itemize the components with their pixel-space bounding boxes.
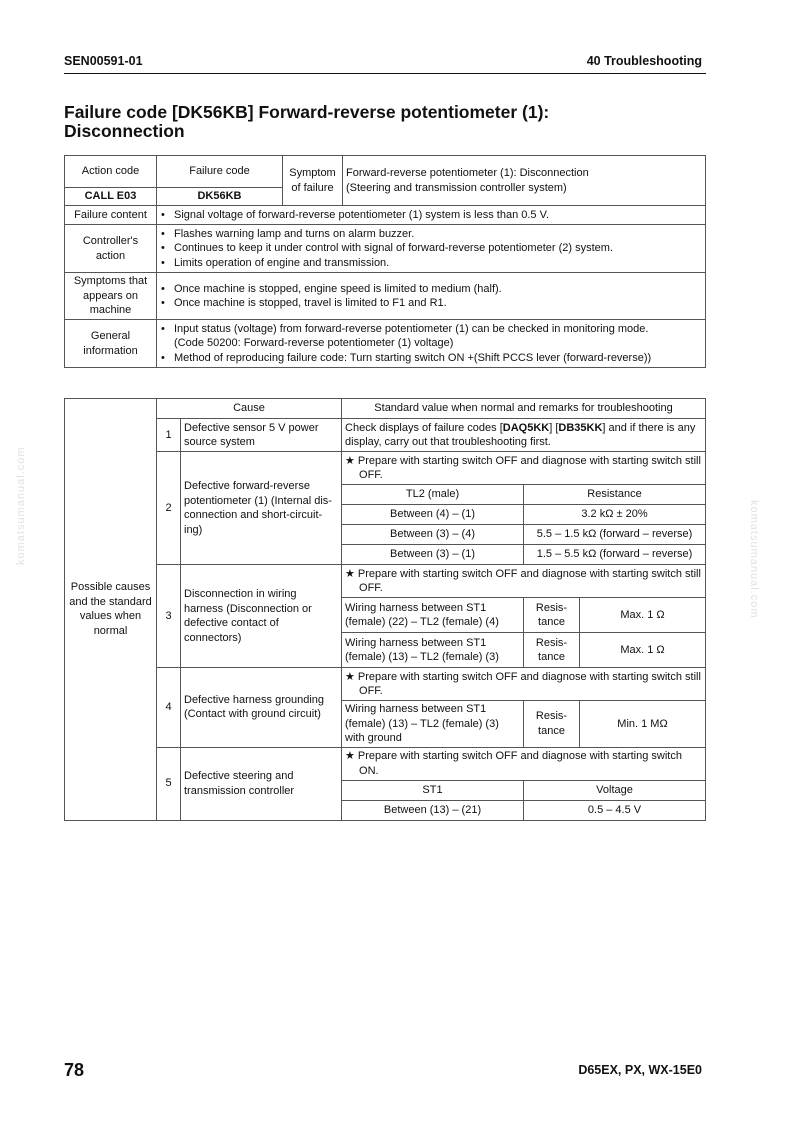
causes-table xyxy=(64,398,706,821)
action-code-value: CALL E03 xyxy=(65,188,157,206)
measure-value: 1.5 – 5.5 kΩ (forward – reverse) xyxy=(524,545,706,565)
general-info xyxy=(157,320,706,368)
cause-number: 4 xyxy=(157,668,181,748)
cause-description: Defective forward-reverse potentiometer (1) (Internal dis-connection and short-circuit-ing) xyxy=(181,452,342,565)
failure-info-table xyxy=(64,155,706,368)
standard-header: Standard value when normal and remarks for troubleshooting xyxy=(342,399,706,419)
page-title-line2: Disconnection xyxy=(64,121,185,141)
controller-action-item: • Flashes warning lamp and turns on alarm buzzer. xyxy=(160,227,702,242)
failure-code-value: DK56KB xyxy=(157,188,283,206)
cause-number: 2 xyxy=(157,452,181,565)
failure-content-label: Failure content xyxy=(65,206,157,225)
action-code-label: Action code xyxy=(65,156,157,188)
measure-value: Max. 1 Ω xyxy=(580,633,706,668)
cause-number: 5 xyxy=(157,747,181,820)
measure-type: Resis-tance xyxy=(524,633,580,668)
failure-content-item: • Signal voltage of forward-reverse potentiometer (1) system is less than 0.5 V. xyxy=(160,208,702,223)
symptom-item: • Once machine is stopped, engine speed is limited to medium (half). xyxy=(160,282,702,297)
measure-value: 5.5 – 1.5 kΩ (forward – reverse) xyxy=(524,525,706,545)
symptoms-label: Symptoms that appears on machine xyxy=(65,273,157,320)
failure-code-ref: DAQ5KK xyxy=(502,421,550,434)
failure-code-label: Failure code xyxy=(157,156,283,188)
cause-remark: Check displays of failure codes [DAQ5KK] [DB35KK] and if there is any display, carry out that troubleshooting first. xyxy=(342,419,706,452)
symptoms xyxy=(157,273,706,320)
model-number: D65EX, PX, WX-15E0 xyxy=(578,1063,702,1077)
controller-action-item: • Limits operation of engine and transmission. xyxy=(160,256,702,271)
watermark-left: komatsumanual.com xyxy=(15,446,27,565)
measure-type: Resis-tance xyxy=(524,701,580,748)
measure-value: 3.2 kΩ ± 20% xyxy=(524,505,706,525)
watermark-right: komatsumanual.com xyxy=(748,500,760,619)
controller-action xyxy=(157,225,706,273)
general-info-line: (Code 50200: Forward-reverse potentiometer (1) voltage) xyxy=(174,337,454,350)
general-info-item xyxy=(160,322,702,351)
cause-description: Defective harness grounding (Contact with ground circuit) xyxy=(181,668,342,748)
symptom-item: • Once machine is stopped, travel is limited to F1 and R1. xyxy=(160,296,702,311)
general-info-label: General information xyxy=(65,320,157,368)
cause-description: Disconnection in wiring harness (Disconnection or defective contact of connectors) xyxy=(181,565,342,668)
measure-col-header: Resistance xyxy=(524,485,706,505)
measure-col-header: TL2 (male) xyxy=(342,485,524,505)
symptom-line2: (Steering and transmission controller system) xyxy=(346,181,567,194)
measure-value: Min. 1 MΩ xyxy=(580,701,706,748)
page-title xyxy=(64,103,724,141)
symptom-label: Symptom of failure xyxy=(283,156,343,206)
harness-description: Wiring harness between ST1 (female) (13) – TL2 (female) (3) with ground xyxy=(342,701,524,748)
symptom-line1: Forward-reverse potentiometer (1): Disconnection xyxy=(346,167,589,179)
section-title: 40 Troubleshooting xyxy=(586,54,702,68)
page-number: 78 xyxy=(64,1060,85,1080)
controller-action-label: Controller's action xyxy=(65,225,157,273)
harness-description: Wiring harness between ST1 (female) (22) – TL2 (female) (4) xyxy=(342,598,524,633)
failure-content xyxy=(157,206,706,225)
measure-col-header: ST1 xyxy=(342,780,524,800)
general-info-line: • Input status (voltage) from forward-reverse potentiometer (1) can be checked in monitoring mode. xyxy=(174,322,649,335)
measure-value: 0.5 – 4.5 V xyxy=(524,800,706,820)
general-info-item: • Method of reproducing failure code: Turn starting switch ON +(Shift PCCS lever (forward-reverse)) xyxy=(160,351,702,366)
prepare-note: ★ Prepare with starting switch OFF and diagnose with starting switch still OFF. xyxy=(342,452,706,485)
measure-type: Resis-tance xyxy=(524,598,580,633)
prepare-note: ★ Prepare with starting switch OFF and diagnose with starting switch still OFF. xyxy=(342,668,706,701)
page-title-line1: Failure code [DK56KB] Forward-reverse potentiometer (1): xyxy=(64,102,550,122)
measure-point: Between (3) – (4) xyxy=(342,525,524,545)
harness-description: Wiring harness between ST1 (female) (13) – TL2 (female) (3) xyxy=(342,633,524,668)
prepare-note: ★ Prepare with starting switch OFF and diagnose with starting switch ON. xyxy=(342,747,706,780)
header-rule xyxy=(64,73,706,74)
prepare-note: ★ Prepare with starting switch OFF and diagnose with starting switch still OFF. xyxy=(342,565,706,598)
cause-description: Defective sensor 5 V power source system xyxy=(181,419,342,452)
controller-action-item: • Continues to keep it under control with signal of forward-reverse potentiometer (2) system. xyxy=(160,241,702,256)
cause-number: 1 xyxy=(157,419,181,452)
symptom-text xyxy=(343,156,706,206)
cause-number: 3 xyxy=(157,565,181,668)
possible-causes-label: Possible causes and the standard values when normal xyxy=(65,399,157,821)
cause-description: Defective steering and transmission controller xyxy=(181,747,342,820)
measure-point: Between (13) – (21) xyxy=(342,800,524,820)
measure-point: Between (3) – (1) xyxy=(342,545,524,565)
measure-value: Max. 1 Ω xyxy=(580,598,706,633)
measure-point: Between (4) – (1) xyxy=(342,505,524,525)
failure-code-ref: DB35KK xyxy=(558,421,603,434)
cause-header: Cause xyxy=(157,399,342,419)
measure-col-header: Voltage xyxy=(524,780,706,800)
doc-code: SEN00591-01 xyxy=(64,54,143,68)
